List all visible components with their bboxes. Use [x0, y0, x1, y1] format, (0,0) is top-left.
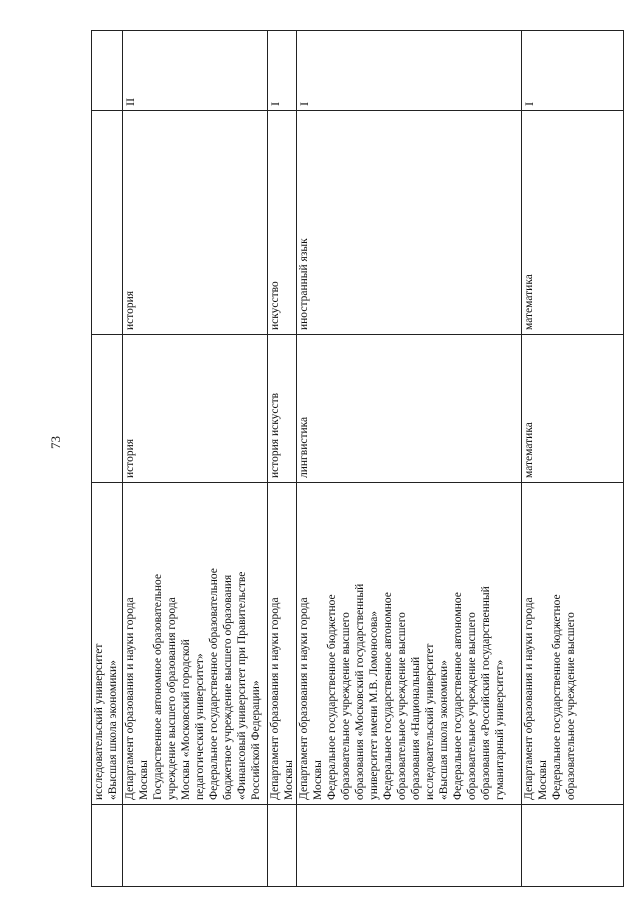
level-cell: II — [123, 31, 268, 111]
organizer-line: образования «Национальный — [410, 656, 422, 800]
organizer-line: Москвы — [537, 760, 549, 800]
organizer-line: учреждение высшего образования города — [166, 597, 178, 800]
level-cell: I — [522, 31, 624, 111]
organizer-line: образовательное учреждение высшего — [340, 612, 352, 800]
subject-cell: лингвистика — [297, 335, 522, 483]
empty-cell — [522, 805, 624, 887]
organizer-line: образовательное учреждение высшего — [466, 612, 478, 800]
profile-cell: математика — [522, 111, 624, 335]
organizer-cell — [123, 483, 268, 805]
level-cell — [92, 31, 123, 111]
organizer-line: образования «Российский государственный — [480, 586, 492, 800]
organizer-line: Федеральное государственное бюджетное — [551, 594, 563, 800]
organizer-line: исследовательский университет — [93, 643, 105, 800]
organizer-line: Департамент образования и науки города — [124, 597, 136, 800]
organizer-line: образования «Московский государственный — [354, 583, 366, 800]
organizer-cell — [92, 483, 123, 805]
organizer-line: Российской Федерации» — [250, 680, 262, 800]
organizer-line: Департамент образования и науки города — [523, 597, 535, 800]
organizer-line: гуманитарный университет» — [494, 659, 506, 800]
organizer-line: образовательное учреждение высшего — [396, 612, 408, 800]
organizer-cell — [268, 483, 297, 805]
table-row — [123, 31, 268, 887]
profile-cell: история — [123, 111, 268, 335]
organizer-line: Федеральное государственное автономное — [452, 592, 464, 800]
organizer-line: Федеральное государственное образовательное — [208, 568, 220, 800]
organizer-line: Москвы — [283, 760, 295, 800]
empty-cell — [92, 805, 123, 887]
table-row — [522, 31, 624, 887]
organizer-cell — [297, 483, 522, 805]
table-row — [92, 31, 123, 887]
organizer-line: «Высшая школа экономики» — [107, 660, 119, 800]
organizer-line: Департамент образования и науки города — [269, 597, 281, 800]
profile-cell: искусство — [268, 111, 297, 335]
organizer-line: Москвы — [138, 760, 150, 800]
level-cell: I — [297, 31, 522, 111]
empty-cell — [123, 805, 268, 887]
table-row — [297, 31, 522, 887]
organizer-line: педагогический университет» — [194, 653, 206, 800]
level-cell: I — [268, 31, 297, 111]
organizer-line: Департамент образования и науки города — [298, 597, 310, 800]
organizer-cell — [522, 483, 624, 805]
subject-cell — [92, 335, 123, 483]
organizer-line: «Финансовый университет при Правительстве — [236, 571, 248, 800]
subject-cell: история искусств — [268, 335, 297, 483]
subject-cell: математика — [522, 335, 624, 483]
subject-cell: история — [123, 335, 268, 483]
organizer-line: университет имени М.В. Ломоносова» — [368, 610, 380, 800]
organizer-line: Федеральное государственное бюджетное — [326, 594, 338, 800]
organizer-line: «Высшая школа экономики» — [438, 660, 450, 800]
organizer-line: исследовательский университет — [424, 643, 436, 800]
organizer-line: Москвы — [312, 760, 324, 800]
organizer-line: Москвы «Московский городской — [180, 639, 192, 800]
organizer-line: Государственное автономное образовательное — [152, 573, 164, 800]
profile-cell — [92, 111, 123, 335]
organizer-line: образовательное учреждение высшего — [565, 612, 577, 800]
profile-cell: иностранный язык — [297, 111, 522, 335]
empty-cell — [297, 805, 522, 887]
page-number: 73 — [48, 436, 63, 449]
organizer-line: бюджетное учреждение высшего образования — [222, 574, 234, 800]
organizer-line: Федеральное государственное автономное — [382, 592, 394, 800]
table-row — [268, 31, 297, 887]
rotated-table-wrapper — [91, 31, 623, 887]
empty-cell — [268, 805, 297, 887]
olympiad-table — [91, 30, 624, 887]
